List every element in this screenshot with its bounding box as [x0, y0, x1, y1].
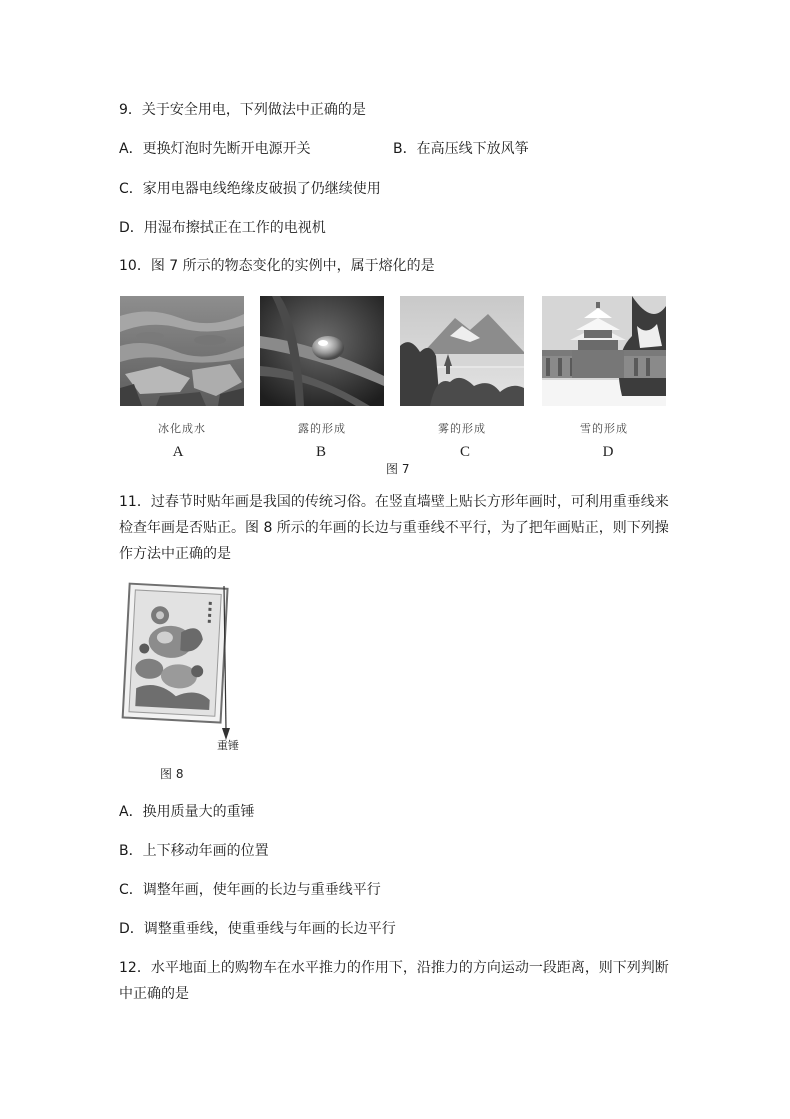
q12-stem: 12．水平地面上的购物车在水平推力的作用下，沿推力的方向运动一段距离，则下列判断中正确的是 [119, 960, 669, 1002]
q9-stem: 9．关于安全用电，下列做法中正确的是 [119, 102, 366, 118]
figure-8 [118, 580, 248, 750]
fig7-caption-d: 雪的形成 [580, 422, 628, 435]
q9-option-a: A．更换灯泡时先断开电源开关 [119, 141, 311, 157]
weight-label: 重锤 [217, 739, 239, 752]
fig7-caption-b: 露的形成 [298, 422, 346, 435]
fig7-letter-a: A [172, 444, 184, 460]
q10-stem: 10．图 7 所示的物态变化的实例中，属于熔化的是 [119, 258, 435, 274]
q9-option-c: C．家用电器电线绝缘皮破损了仍继续使用 [119, 181, 381, 197]
q9-option-b: B．在高压线下放风筝 [393, 141, 529, 157]
q11-option-a: A．换用质量大的重锤 [119, 804, 255, 820]
dew-photo [260, 296, 384, 406]
fig7-caption-c: 雾的形成 [438, 422, 486, 435]
q11-option-d: D．调整重垂线，使重垂线与年画的长边平行 [119, 921, 396, 937]
fog-photo [400, 296, 524, 406]
q11-stem: 11．过春节时贴年画是我国的传统习俗。在竖直墙壁上贴长方形年画时，可利用重垂线来检查年画是否贴正。图 8 所示的年画的长边与重垂线不平行，为了把年画贴正，则下列操作方法中正确的是 [119, 494, 669, 562]
fig7-letter-d: D [602, 444, 614, 460]
fig7-letter-b: B [315, 444, 326, 460]
figure-7-label: 图 7 [386, 462, 410, 476]
ice-melting-photo [120, 296, 244, 406]
q11-option-b: B．上下移动年画的位置 [119, 843, 269, 859]
q9-option-d: D．用湿布擦拭正在工作的电视机 [119, 220, 326, 236]
snow-photo [542, 296, 666, 406]
fig7-letter-c: C [459, 444, 470, 460]
q11-option-c: C．调整年画，使年画的长边与重垂线平行 [119, 882, 381, 898]
fig7-caption-a: 冰化成水 [158, 422, 206, 435]
figure-8-label: 图 8 [160, 767, 184, 781]
